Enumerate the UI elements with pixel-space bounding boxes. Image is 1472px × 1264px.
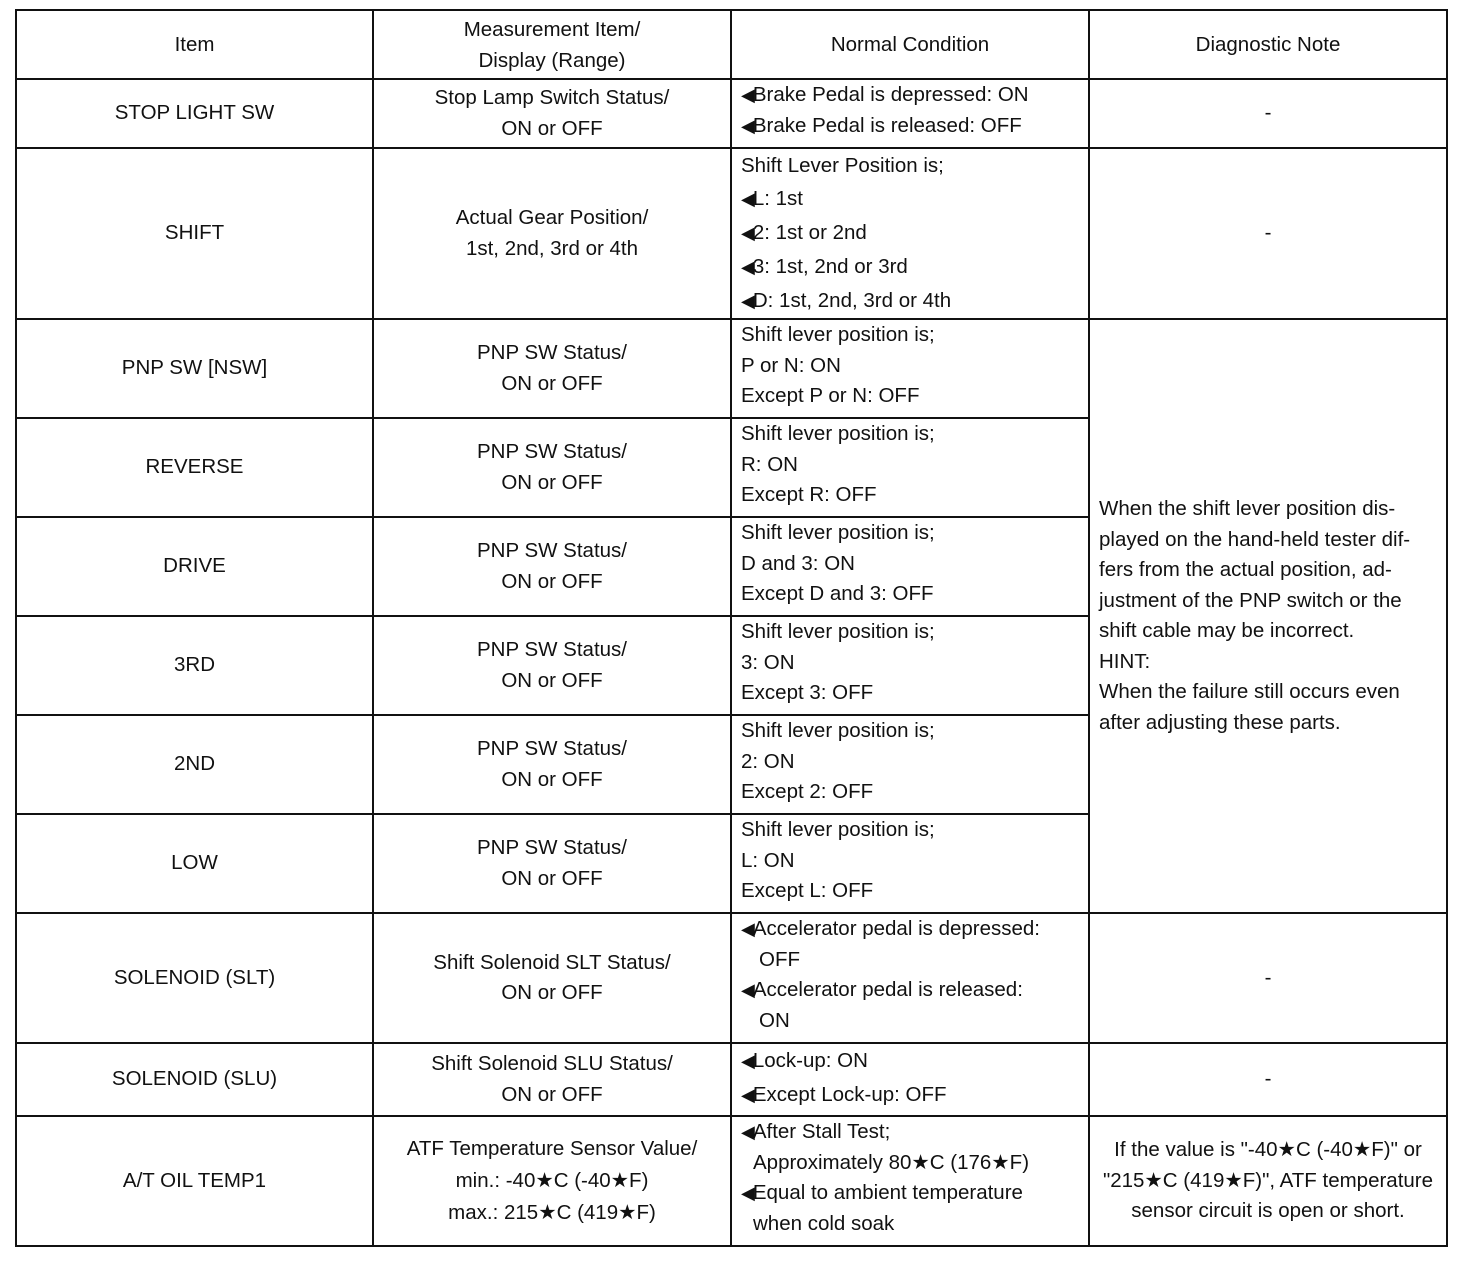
condition-text: Except Lock-up: OFF — [752, 1083, 947, 1106]
condition-text: Brake Pedal is released: OFF — [752, 113, 1022, 137]
measurement-line: ON or OFF — [501, 371, 603, 395]
measurement-cell — [373, 148, 731, 319]
note-line: sensor circuit is open or short. — [1131, 1199, 1405, 1223]
condition-bullet-line — [741, 1117, 1079, 1148]
header-measurement — [373, 10, 731, 79]
condition-line: Approximately 80★C (176★F) — [753, 1150, 1030, 1174]
item-cell: PNP SW [NSW] — [16, 319, 373, 418]
condition-cell — [731, 913, 1089, 1043]
condition-cell — [731, 1043, 1089, 1116]
condition-bullet-line — [741, 80, 1079, 111]
condition-line: Except 3: OFF — [741, 681, 874, 704]
table-row — [16, 913, 1447, 1043]
condition-cell — [731, 616, 1089, 715]
note-line: When the shift lever position dis- — [1099, 497, 1396, 520]
condition-line: 2: ON — [741, 749, 795, 773]
condition-text: 3: 1st, 2nd or 3rd — [752, 255, 908, 278]
note-cell: - — [1089, 913, 1447, 1043]
condition-text: 2: 1st or 2nd — [752, 221, 867, 244]
measurement-line: ON or OFF — [501, 1082, 603, 1106]
measurement-line: 1st, 2nd, 3rd or 4th — [465, 236, 639, 260]
condition-line: ON — [759, 1008, 790, 1032]
condition-heading: Shift Lever Position is; — [741, 154, 944, 177]
bullet-arrow-icon: ◀ — [741, 115, 752, 136]
condition-bullet-line — [741, 1044, 1079, 1078]
condition-line: Shift lever position is; — [741, 422, 935, 445]
measurement-line: ON or OFF — [501, 981, 603, 1004]
item-cell: A/T OIL TEMP1 — [16, 1116, 373, 1246]
diagnostic-data-table — [15, 9, 1448, 1247]
measurement-cell — [373, 319, 731, 418]
bullet-arrow-icon: ◀ — [741, 919, 752, 939]
condition-line: Except L: OFF — [741, 879, 874, 902]
header-row — [16, 10, 1447, 79]
condition-bullet-line — [741, 250, 1079, 284]
condition-text: Brake Pedal is depressed: ON — [752, 83, 1029, 106]
bullet-arrow-icon: ◀ — [741, 1085, 752, 1105]
note-cell — [1089, 1116, 1447, 1246]
measurement-line: ATF Temperature Sensor Value/ — [406, 1137, 698, 1160]
header-measurement-line: Measurement Item/ — [463, 17, 641, 41]
item-cell: LOW — [16, 814, 373, 913]
condition-line: Except R: OFF — [741, 483, 877, 506]
condition-bullet-line — [741, 111, 1079, 142]
measurement-cell — [373, 1116, 731, 1246]
condition-bullet-line — [741, 216, 1079, 250]
note-line: justment of the PNP switch or the — [1099, 588, 1402, 612]
condition-line: Shift lever position is; — [741, 620, 935, 643]
item-cell: SOLENOID (SLU) — [16, 1043, 373, 1116]
table-row — [16, 148, 1447, 319]
bullet-arrow-icon: ◀ — [741, 223, 752, 243]
measurement-cell — [373, 913, 731, 1043]
note-line: When the failure still occurs even — [1099, 680, 1400, 703]
condition-text: After Stall Test; — [752, 1120, 891, 1143]
header-diagnostic-note: Diagnostic Note — [1089, 10, 1447, 79]
table-row — [16, 79, 1447, 148]
condition-text: Accelerator pedal is released: — [752, 978, 1023, 1001]
measurement-cell — [373, 418, 731, 517]
condition-cell — [731, 1116, 1089, 1246]
condition-cell — [731, 148, 1089, 319]
item-cell: 2ND — [16, 715, 373, 814]
condition-line: when cold soak — [753, 1211, 895, 1235]
condition-bullet-line — [741, 284, 1079, 318]
measurement-line: ON or OFF — [501, 866, 603, 890]
note-cell: - — [1089, 1043, 1447, 1116]
measurement-line: PNP SW Status/ — [476, 638, 627, 661]
note-line: shift cable may be incorrect. — [1099, 619, 1355, 642]
measurement-cell — [373, 814, 731, 913]
table-row — [16, 1043, 1447, 1116]
condition-line: P or N: ON — [741, 353, 841, 377]
measurement-line: ON or OFF — [501, 767, 603, 791]
measurement-cell — [373, 517, 731, 616]
measurement-line: ON or OFF — [501, 668, 603, 692]
measurement-line: PNP SW Status/ — [476, 341, 627, 364]
measurement-line: PNP SW Status/ — [476, 737, 627, 760]
measurement-line: Shift Solenoid SLU Status/ — [431, 1052, 673, 1075]
condition-cell — [731, 814, 1089, 913]
measurement-line: max.: 215★C (419★F) — [448, 1201, 656, 1224]
condition-cell — [731, 418, 1089, 517]
condition-line: 3: ON — [741, 650, 795, 674]
bullet-arrow-icon: ◀ — [741, 85, 752, 105]
condition-line: Except P or N: OFF — [741, 384, 920, 407]
note-line: "215★C (419★F)", ATF temperature — [1102, 1168, 1434, 1192]
condition-cell — [731, 319, 1089, 418]
measurement-cell — [373, 79, 731, 148]
condition-bullet-line — [741, 1078, 1079, 1112]
note-line: played on the hand-held tester dif- — [1099, 527, 1411, 551]
bullet-arrow-icon: ◀ — [741, 1183, 752, 1203]
measurement-line: ON or OFF — [501, 116, 603, 140]
note-line: If the value is "-40★C (-40★F)" or — [1114, 1138, 1422, 1162]
item-cell: 3RD — [16, 616, 373, 715]
condition-line: OFF — [759, 947, 800, 971]
condition-cell — [731, 715, 1089, 814]
condition-line: D and 3: ON — [741, 551, 855, 575]
condition-text: Equal to ambient temperature — [752, 1181, 1023, 1204]
condition-line: L: ON — [741, 848, 795, 872]
measurement-cell — [373, 715, 731, 814]
table-row — [16, 319, 1447, 418]
bullet-arrow-icon: ◀ — [741, 980, 752, 1000]
bullet-arrow-icon: ◀ — [741, 1122, 752, 1142]
condition-line: R: ON — [741, 452, 798, 476]
measurement-line: Actual Gear Position/ — [455, 206, 649, 229]
measurement-line: PNP SW Status/ — [476, 836, 627, 859]
measurement-line: PNP SW Status/ — [476, 440, 627, 463]
measurement-line: min.: -40★C (-40★F) — [455, 1169, 649, 1192]
condition-line: Except D and 3: OFF — [741, 582, 934, 605]
item-cell: SHIFT — [16, 148, 373, 319]
measurement-line: ON or OFF — [501, 569, 603, 593]
condition-text: Accelerator pedal is depressed: — [752, 917, 1041, 940]
bullet-arrow-icon: ◀ — [741, 257, 752, 277]
note-cell: - — [1089, 79, 1447, 148]
item-cell: DRIVE — [16, 517, 373, 616]
condition-text: L: 1st — [752, 187, 803, 210]
note-cell: - — [1089, 148, 1447, 319]
measurement-line: Stop Lamp Switch Status/ — [434, 86, 670, 109]
condition-cell — [731, 79, 1089, 148]
condition-bullet-line — [741, 182, 1079, 216]
measurement-cell — [373, 616, 731, 715]
pnp-diagnostic-note — [1089, 319, 1447, 913]
condition-line: Shift lever position is; — [741, 818, 935, 841]
measurement-line: Shift Solenoid SLT Status/ — [433, 950, 671, 974]
item-cell: STOP LIGHT SW — [16, 79, 373, 148]
measurement-line: PNP SW Status/ — [476, 539, 627, 562]
bullet-arrow-icon: ◀ — [741, 291, 752, 311]
header-item: Item — [16, 10, 373, 79]
header-normal-condition: Normal Condition — [731, 10, 1089, 79]
condition-bullet-line — [741, 1178, 1079, 1209]
condition-line: Shift lever position is; — [741, 719, 935, 742]
header-measurement-line: Display (Range) — [478, 48, 626, 72]
item-cell: REVERSE — [16, 418, 373, 517]
measurement-cell — [373, 1043, 731, 1116]
bullet-arrow-icon: ◀ — [741, 1051, 752, 1071]
note-line: after adjusting these parts. — [1099, 710, 1341, 734]
bullet-arrow-icon: ◀ — [741, 189, 752, 209]
condition-bullet-line — [741, 975, 1079, 1006]
table-row — [16, 1116, 1447, 1246]
measurement-line: ON or OFF — [501, 470, 603, 494]
condition-text: Lock-up: ON — [752, 1049, 868, 1072]
note-hint-label: HINT: — [1099, 649, 1151, 673]
condition-line: Shift lever position is; — [741, 521, 935, 544]
condition-line: Shift lever position is; — [741, 323, 935, 346]
note-line: fers from the actual position, ad- — [1099, 558, 1392, 581]
item-cell: SOLENOID (SLT) — [16, 913, 373, 1043]
condition-text: D: 1st, 2nd, 3rd or 4th — [752, 289, 952, 312]
condition-bullet-line — [741, 914, 1079, 945]
condition-line: Except 2: OFF — [741, 780, 874, 803]
condition-cell — [731, 517, 1089, 616]
